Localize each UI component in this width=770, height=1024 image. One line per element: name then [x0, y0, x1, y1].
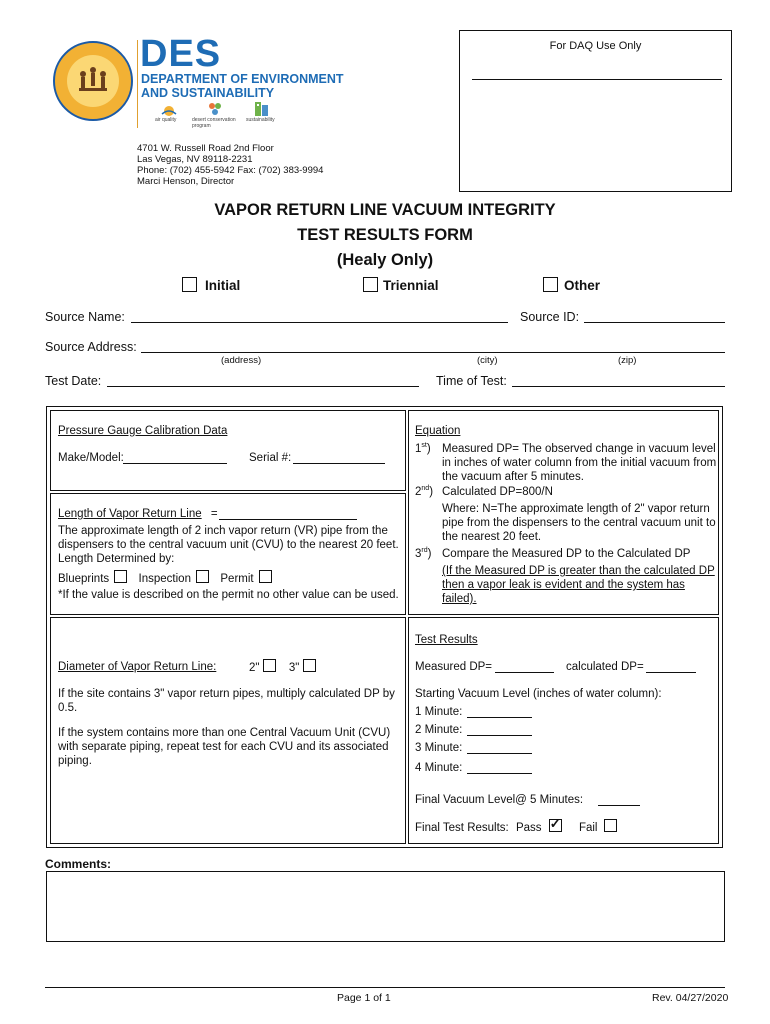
- director-name: Marci Henson, Director: [137, 176, 235, 187]
- comments-label: Comments:: [45, 857, 112, 871]
- pass-checkbox[interactable]: [549, 816, 562, 832]
- zip-hint: (zip): [618, 355, 637, 366]
- sub-logo-air: air quality: [155, 117, 177, 123]
- diameter-note1-a: If the site contains 3" vapor return pipes, multiply calculated DP by: [58, 688, 395, 700]
- starting-vacuum-label: Starting Vacuum Level (inches of water column):: [415, 688, 662, 700]
- serial-label: Serial #:: [249, 452, 292, 464]
- length-desc-1: The approximate length of 2 inch vapor return (VR) pipe from the: [58, 525, 388, 537]
- dept-name-line2: AND SUSTAINABILITY: [141, 86, 275, 100]
- dept-name-line1: DEPARTMENT OF ENVIRONMENT: [141, 72, 344, 86]
- form-title-line1: VAPOR RETURN LINE VACUUM INTEGRITY: [214, 201, 556, 219]
- form-title-line2: TEST RESULTS FORM: [297, 226, 473, 244]
- test-date-label: Test Date:: [45, 374, 102, 388]
- initial-label: Initial: [205, 278, 241, 293]
- minute1-field[interactable]: [467, 717, 532, 718]
- fail-label: Fail: [578, 822, 598, 834]
- length-method-options: [58, 570, 272, 585]
- diameter-options: [249, 659, 316, 674]
- source-id-label: Source ID:: [520, 310, 580, 324]
- triennial-label: Triennial: [383, 278, 439, 293]
- step2-line-d: the nearest 20 feet.: [442, 531, 542, 543]
- sub-logo-sustain: sustainability: [246, 117, 275, 123]
- office-phone: Phone: (702) 455-5942 Fax: (702) 383-9994: [137, 165, 324, 176]
- inspection-checkbox[interactable]: [196, 570, 209, 583]
- minute2-field[interactable]: [467, 735, 532, 736]
- source-name-field[interactable]: [131, 322, 508, 323]
- step2-line-c: pipe from the dispensers to the central vacuum unit to: [442, 517, 716, 529]
- length-desc-3: Length Determined by:: [58, 553, 175, 565]
- diameter-2in-checkbox[interactable]: [263, 659, 276, 672]
- measured-dp-field[interactable]: [495, 672, 554, 673]
- step3-line-b: (If the Measured DP is greater than the calculated DP: [442, 565, 715, 577]
- make-model-field[interactable]: [123, 463, 227, 464]
- gauge-heading: Pressure Gauge Calibration Data: [58, 425, 228, 437]
- office-address-1: 4701 W. Russell Road 2nd Floor: [137, 143, 274, 154]
- step2-line-a: Calculated DP=800/N: [442, 486, 553, 498]
- inspection-label: Inspection: [138, 573, 191, 585]
- measured-dp-label: Measured DP=: [415, 661, 493, 673]
- calculated-dp-label: calculated DP=: [566, 661, 644, 673]
- diameter-note2-b: with separate piping, repeat test for each CVU and its associated: [58, 741, 389, 753]
- test-time-field[interactable]: [512, 386, 725, 387]
- triennial-checkbox[interactable]: [363, 277, 378, 292]
- serial-field[interactable]: [293, 463, 385, 464]
- source-address-field[interactable]: [141, 352, 725, 353]
- minute4-label: 4 Minute:: [415, 762, 463, 774]
- minute3-label: 3 Minute:: [415, 742, 463, 754]
- equation-heading: Equation: [415, 425, 461, 437]
- gauge-cell: [50, 410, 406, 491]
- minute4-field[interactable]: [467, 773, 532, 774]
- final-vacuum-label: Final Vacuum Level@ 5 Minutes:: [415, 794, 584, 806]
- diameter-note2-a: If the system contains more than one Central Vacuum Unit (CVU): [58, 727, 391, 739]
- step1-number: 1st): [415, 442, 431, 455]
- step1-line-a: Measured DP= The observed change in vacuum level: [442, 443, 716, 455]
- diameter-label: Diameter of Vapor Return Line:: [58, 661, 217, 673]
- final-results-row: [415, 816, 617, 834]
- des-logo: DES: [140, 33, 222, 75]
- revision-date: Rev. 04/27/2020: [652, 992, 729, 1004]
- length-desc-2: dispensers to the central vacuum unit (CVU) to the nearest 20 feet.: [58, 539, 399, 551]
- diameter-2in-label: 2": [249, 662, 260, 674]
- source-id-field[interactable]: [584, 322, 725, 323]
- step3-line-c: then a vapor leak is evident and the system has: [442, 579, 685, 591]
- other-label: Other: [564, 278, 601, 293]
- footer-rule: [45, 987, 725, 988]
- daq-use-box: [459, 30, 732, 192]
- fail-checkbox[interactable]: [604, 819, 617, 832]
- step2-number: 2nd): [415, 485, 434, 498]
- make-model-label: Make/Model:: [58, 452, 124, 464]
- pass-checkmark: ✓: [549, 816, 561, 831]
- step1-line-c: the vacuum after 5 minutes.: [442, 471, 584, 483]
- step3-number: 3rd): [415, 547, 432, 560]
- final-vacuum-field[interactable]: [598, 805, 640, 806]
- diameter-3in-label: 3": [288, 662, 300, 674]
- address-hint: (address): [221, 355, 262, 366]
- permit-note: *If the value is described on the permit no other value can be used.: [58, 589, 399, 601]
- page-number: Page 1 of 1: [337, 992, 391, 1004]
- final-results-label: Final Test Results:: [415, 822, 509, 834]
- length-heading: Length of Vapor Return Line =: [58, 508, 218, 520]
- results-heading: Test Results: [415, 634, 478, 646]
- permit-label: Permit: [220, 573, 254, 585]
- other-checkbox[interactable]: [543, 277, 558, 292]
- triennial-option[interactable]: [363, 277, 439, 293]
- test-time-label: Time of Test:: [436, 374, 507, 388]
- step1-line-b: in inches of water column from the initial vacuum from: [442, 457, 717, 469]
- minute2-label: 2 Minute:: [415, 724, 463, 736]
- other-option[interactable]: [543, 277, 600, 293]
- initial-option[interactable]: [182, 277, 240, 293]
- calculated-dp-field[interactable]: [646, 672, 696, 673]
- city-hint: (city): [477, 355, 498, 366]
- source-address-label: Source Address:: [45, 340, 137, 354]
- daq-signature-line[interactable]: [472, 79, 722, 80]
- form-title-line3: (Healy Only): [336, 251, 434, 269]
- sub-logo-desert: desert conservation program: [192, 117, 236, 129]
- blueprints-label: Blueprints: [58, 573, 110, 585]
- daq-label: For DAQ Use Only: [549, 40, 642, 52]
- length-field[interactable]: [219, 519, 357, 520]
- diameter-note1-b: 0.5.: [58, 702, 78, 714]
- initial-checkbox[interactable]: [182, 277, 197, 292]
- minute3-field[interactable]: [467, 753, 532, 754]
- step3-line-d: failed).: [442, 593, 477, 605]
- office-address-2: Las Vegas, NV 89118-2231: [137, 154, 253, 165]
- permit-checkbox[interactable]: [259, 570, 272, 583]
- source-name-label: Source Name:: [45, 310, 125, 324]
- diameter-3in-checkbox[interactable]: [303, 659, 316, 672]
- comments-box[interactable]: [46, 871, 725, 942]
- pass-label: Pass: [515, 822, 542, 834]
- minute1-label: 1 Minute:: [415, 706, 463, 718]
- diameter-note2-c: piping.: [58, 755, 92, 767]
- blueprints-checkbox[interactable]: [114, 570, 127, 583]
- step3-line-a: Compare the Measured DP to the Calculated DP: [442, 548, 691, 560]
- test-date-field[interactable]: [107, 386, 419, 387]
- logo-divider: [137, 40, 138, 128]
- step2-line-b: Where: N=The approximate length of 2" vapor return: [442, 503, 710, 515]
